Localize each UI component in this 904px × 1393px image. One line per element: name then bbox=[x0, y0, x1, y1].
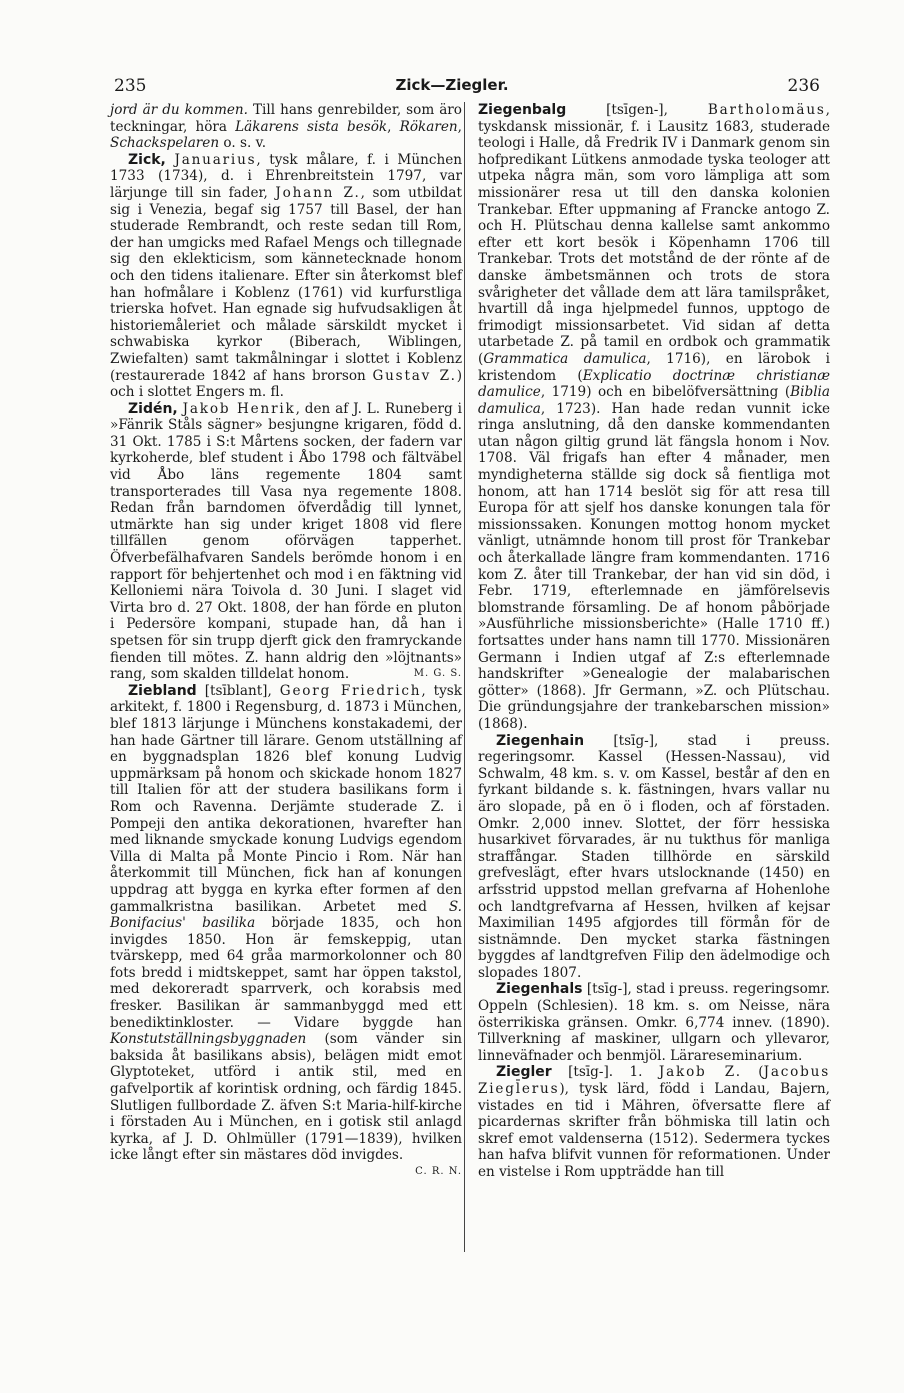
work-title: Explicatio doctrinæ christianæ damulice bbox=[478, 367, 830, 401]
body-text: , 1716), en lärobok i kristendom ( bbox=[478, 350, 830, 384]
work-title: Konstutställningsbyggnaden bbox=[110, 1031, 307, 1048]
entry-headword: Zidén, bbox=[128, 400, 178, 417]
entry-zick bbox=[110, 152, 462, 401]
work-title: Grammatica damulica bbox=[483, 350, 647, 367]
body-text: började 1835, och hon invigdes 1850. Hon är femskeppig, utan tvärskepp, med 64 gråa marmorkolonner och 80 fots bredd i midtskeppet, samt har öppen takstol, med dekoreradt sparrverk, och korabsis med fresker. Basilikan är sammanbyggd med ett benediktinkloster. — Vidare byggde han bbox=[110, 915, 462, 1031]
body-text: ( bbox=[741, 1064, 764, 1081]
entry-headword: Ziebland bbox=[128, 682, 197, 699]
body-text: , tysk arkitekt, f. 1800 i Regensburg, d. 1873 i München, blef 1813 lärjunge i Münchens konstakademi, der han hade Gärtner till lärare. Genom utställning af en byggnadsplan 1826 blef konung Ludvig uppmärksam på honom och skickade honom 1827 till Italien för att der studera basilikans form i Rom och Ravenna. Derjämte studerade Z. i Pompeji den antika dekorationen, hvarefter han med liknande smyckade konung Ludvigs egendom Villa di Malta på Monte Pincio i Rom. När han återkommit till München, fick han af konungen uppdrag att bygga en kyrka efter formen af den gammalkristna basilikan. Arbetet med bbox=[110, 682, 463, 915]
person-name: Bartholomäus bbox=[707, 102, 826, 118]
person-name: Jakob Henrik bbox=[182, 400, 296, 417]
quote-text: jord är du kommen. bbox=[110, 102, 248, 118]
author-signature: C. R. N. bbox=[415, 1166, 462, 1177]
running-title: Zick—Ziegler. bbox=[395, 76, 509, 94]
work-title: Schackspelaren bbox=[110, 135, 220, 152]
body-text: ) och i slottet Engers m. fl. bbox=[110, 367, 463, 401]
page-number-left: 235 bbox=[114, 76, 147, 96]
entry-continuation bbox=[110, 102, 462, 152]
body-text: , som utbildat sig i Venezia, begaf sig 1757 till Basel, der han studerade Rembrandt, och reste sedan till Rom, der han umgicks med Rafael Mengs och tillegnade sig den eklekticism, som kännetecknade honom och den tidens italienare. Efter sin återkomst blef han hofmålare i Koblenz (1761) vid kurfurstliga trierska hofvet. Han egnade sig hufvudsakligen åt historiemåleriet och målade särskildt mycket i schwabiska kyrkor (Biberach, Wiblingen, Zwiefalten) samt takmålningar i slottet i Koblenz (restaurerade 1842 af hans brorson bbox=[110, 184, 462, 384]
work-title: Läkarens sista besök bbox=[235, 118, 388, 135]
person-name: Januarius bbox=[174, 151, 257, 168]
entry-ziden bbox=[110, 401, 462, 683]
entry-ziebland bbox=[110, 682, 463, 1177]
pronunciation: [tsīg-]. 1. bbox=[551, 1064, 659, 1081]
body-text: , tysk målare, f. i München 1733 (1734), d. i Ehrenbreitstein 1797, var lärjunge till sin fader, bbox=[110, 151, 462, 201]
body-text: o. s. v. bbox=[219, 135, 267, 152]
body-text: [tsīg-], stad i preuss. regeringsomr. Kassel (Hessen-Nassau), vid Schwalm, 48 km. s. v. om Kassel, består af den en fyrkant bildande s. k. fästningen, hvars vallar nu äro slopade, på en ö i floden, och af förstaden. Omkr. 2,000 innev. Slottet, der förr hessiska husarkivet förvarades, är nu tukthus för manliga straffångar. Staden tillhörde en särskild grefveslägt, efter hvars utslocknande (1450) en arfsstrid uppstod mellan grefvarna af Hohenlohe och landtgrefvarna af Hessen, hvilken af kejsar Maximilian 1495 afgjordes till förmån för de sistnämnde. Den mycket starka fästningen byggdes af landtgrefven Filip den ädelmodige och slopades 1807. bbox=[478, 732, 830, 981]
body-text: Till hans genrebilder, som äro teckningar, höra bbox=[110, 102, 462, 135]
body-text: , den af J. L. Runeberg i »Fänrik Ståls sägner» besjungne krigaren, född d. 31 Okt. 1785 i S:t Mårtens socken, der fadern var kyrkoherde, blef student i Åbo 1798 och fältväbel vid Åbo läns regemente 1804 samt transporterades till Vasa nya regemente 1808. Redan från barndomen öfverdådig till lynnet, utmärkte han sig under kriget 1808 vid flere tillfällen genom oförvägen tapperhet. Öfverbefälhafvaren Sandels berömde honom i en rapport för behjertenhet och mod i en fäktning vid Kelloniemi nära Toivola d. 30 Juni. I slaget vid Virta bro d. 27 Okt. 1808, der han förde en pluton i Pedersöre kompani, stupade han, då han i spetsen för sin trupp djerft gick den framryckande fienden till mötes. Z. hann aldrig den »löjtnants» rang, som skalden tilldelat honom. bbox=[110, 400, 462, 683]
author-signature: M. G. S. bbox=[413, 668, 462, 680]
entry-headword: Ziegenbalg bbox=[478, 102, 567, 118]
entry-headword: Ziegenhals bbox=[496, 981, 583, 998]
entry-headword: Ziegler bbox=[496, 1064, 552, 1081]
body-text: (som vänder sin baksida åt basilikans absis), belägen midt emot Glyptoteket, utförd i antik stil, med en gafvelportik af korintisk ordning, och färdig 1845. Slutligen fullbordade Z. äfven S:t Maria-hilf-kirche i förstaden Au i München, en i gotisk stil anlagd kyrka, af J. D. Ohlmüller (1791—1839), hvilken icke långt efter sin mästares död invigdes. bbox=[110, 1031, 462, 1164]
body-text: , tyskdansk missionär, f. i Lausitz 1683, studerade teologi i Halle, då Fredrik IV i Danmark genom sin hofpredikant Lütkens anmodade tyska teologer att utpeka några män, som voro lämpliga att som missionärer resa ut till den danska kolonien Trankebar. Efter uppmaning af Francke antogo Z. och H. Plütschau denna kallelse samt ankommo efter ett kort besök i Köpenhamn 1706 till Trankebar. Trots det motstånd de der rönte af de danske ämbetsmännen och trots de stora svårigheter det vållade dem att lära tamilspråket, hvartill då inga hjelpmedel funnos, upptogo de frimodigt missionsarbetet. Vid sidan af detta utarbetade Z. på tamil en ordbok och grammatik ( bbox=[478, 102, 830, 367]
body-text: , 1719) och en bibelöfversättning ( bbox=[540, 384, 791, 401]
body-text: ), tysk lärd, född i Landau, Bajern, vistades en tid i Mähren, öfversatte flere af picardernas skrifter från böhmiska till latin och skref emot valdenserna (1512). Sedermera tyckes han hafva blifvit vunnen för reformationen. Under en vistelse i Rom uppträdde han till bbox=[478, 1081, 830, 1180]
work-title: Biblia damulica bbox=[478, 384, 830, 417]
person-name: Jakob Z. bbox=[658, 1064, 742, 1081]
person-name: Johann Z. bbox=[275, 184, 361, 201]
work-title: S. Bonifacius' basilika bbox=[110, 898, 462, 932]
body-text: , bbox=[457, 118, 462, 135]
pronunciation: [tsīgen-], bbox=[566, 102, 708, 118]
entry-ziegler bbox=[478, 1064, 830, 1180]
person-name: Gustav Z. bbox=[372, 367, 457, 384]
column-divider bbox=[464, 102, 465, 1252]
entry-headword: Ziegenhain bbox=[496, 732, 585, 749]
left-column bbox=[110, 102, 462, 1181]
body-text: , bbox=[387, 118, 400, 135]
pronunciation: [tsīblant], bbox=[196, 682, 280, 699]
entry-ziegenhals bbox=[478, 981, 830, 1064]
body-text: , 1723). Han hade redan vunnit icke ringa anslutning, då den danske kommendanten utan någon giltig grund lät fängsla honom i Nov. 1708. Väl frigafs han efter 4 månader, men myndigheterna ställde sig dock så fientliga mot honom, att han 1714 beslöt sig för att resa till Europa för att sjelf hos danske konungen tala för missionssaken. Konungen mottog honom mycket vänligt, utnämnde honom till prost för Trankebar och återkallade längre fram kommendanten. 1716 kom Z. åter till Trankebar, der han vid sin död, i Febr. 1719, efterlemnade en jämförelsevis blomstrande församling. De af honom påbörjade »Ausführliche missionsberichte» (Halle 1710 ff.) fortsattes under hans namn till 1770. Missionären Germann i Indien utgaf af Z:s efterlemnade handskrifter »Genealogie der malabarischen götter» (1868). Jfr Germann, »Z. och Plütschau. Die gründungsjahre der trankebarschen mission» (1868). bbox=[478, 400, 830, 732]
right-column bbox=[478, 102, 830, 1181]
entry-headword: Zick, bbox=[128, 151, 166, 168]
work-title: Rökaren bbox=[399, 118, 458, 135]
entry-ziegenbalg bbox=[478, 102, 830, 733]
page-number-right: 236 bbox=[787, 76, 820, 96]
entry-ziegenhain bbox=[478, 733, 830, 982]
latin-name: Jacobus Ziegl̄erus bbox=[478, 1064, 830, 1098]
body-text: [tsīg-], stad i preuss. regeringsomr. Oppeln (Schlesien). 18 km. s. om Neisse, nära österrikiska gränsen. Omkr. 6,774 innev. (1890). Tillverkning af maskiner, ullgarn och yllevaror, linneväfnader och benmjöl. Lärareseminarium. bbox=[478, 981, 830, 1064]
person-name: Georg Friedrich bbox=[279, 682, 422, 699]
